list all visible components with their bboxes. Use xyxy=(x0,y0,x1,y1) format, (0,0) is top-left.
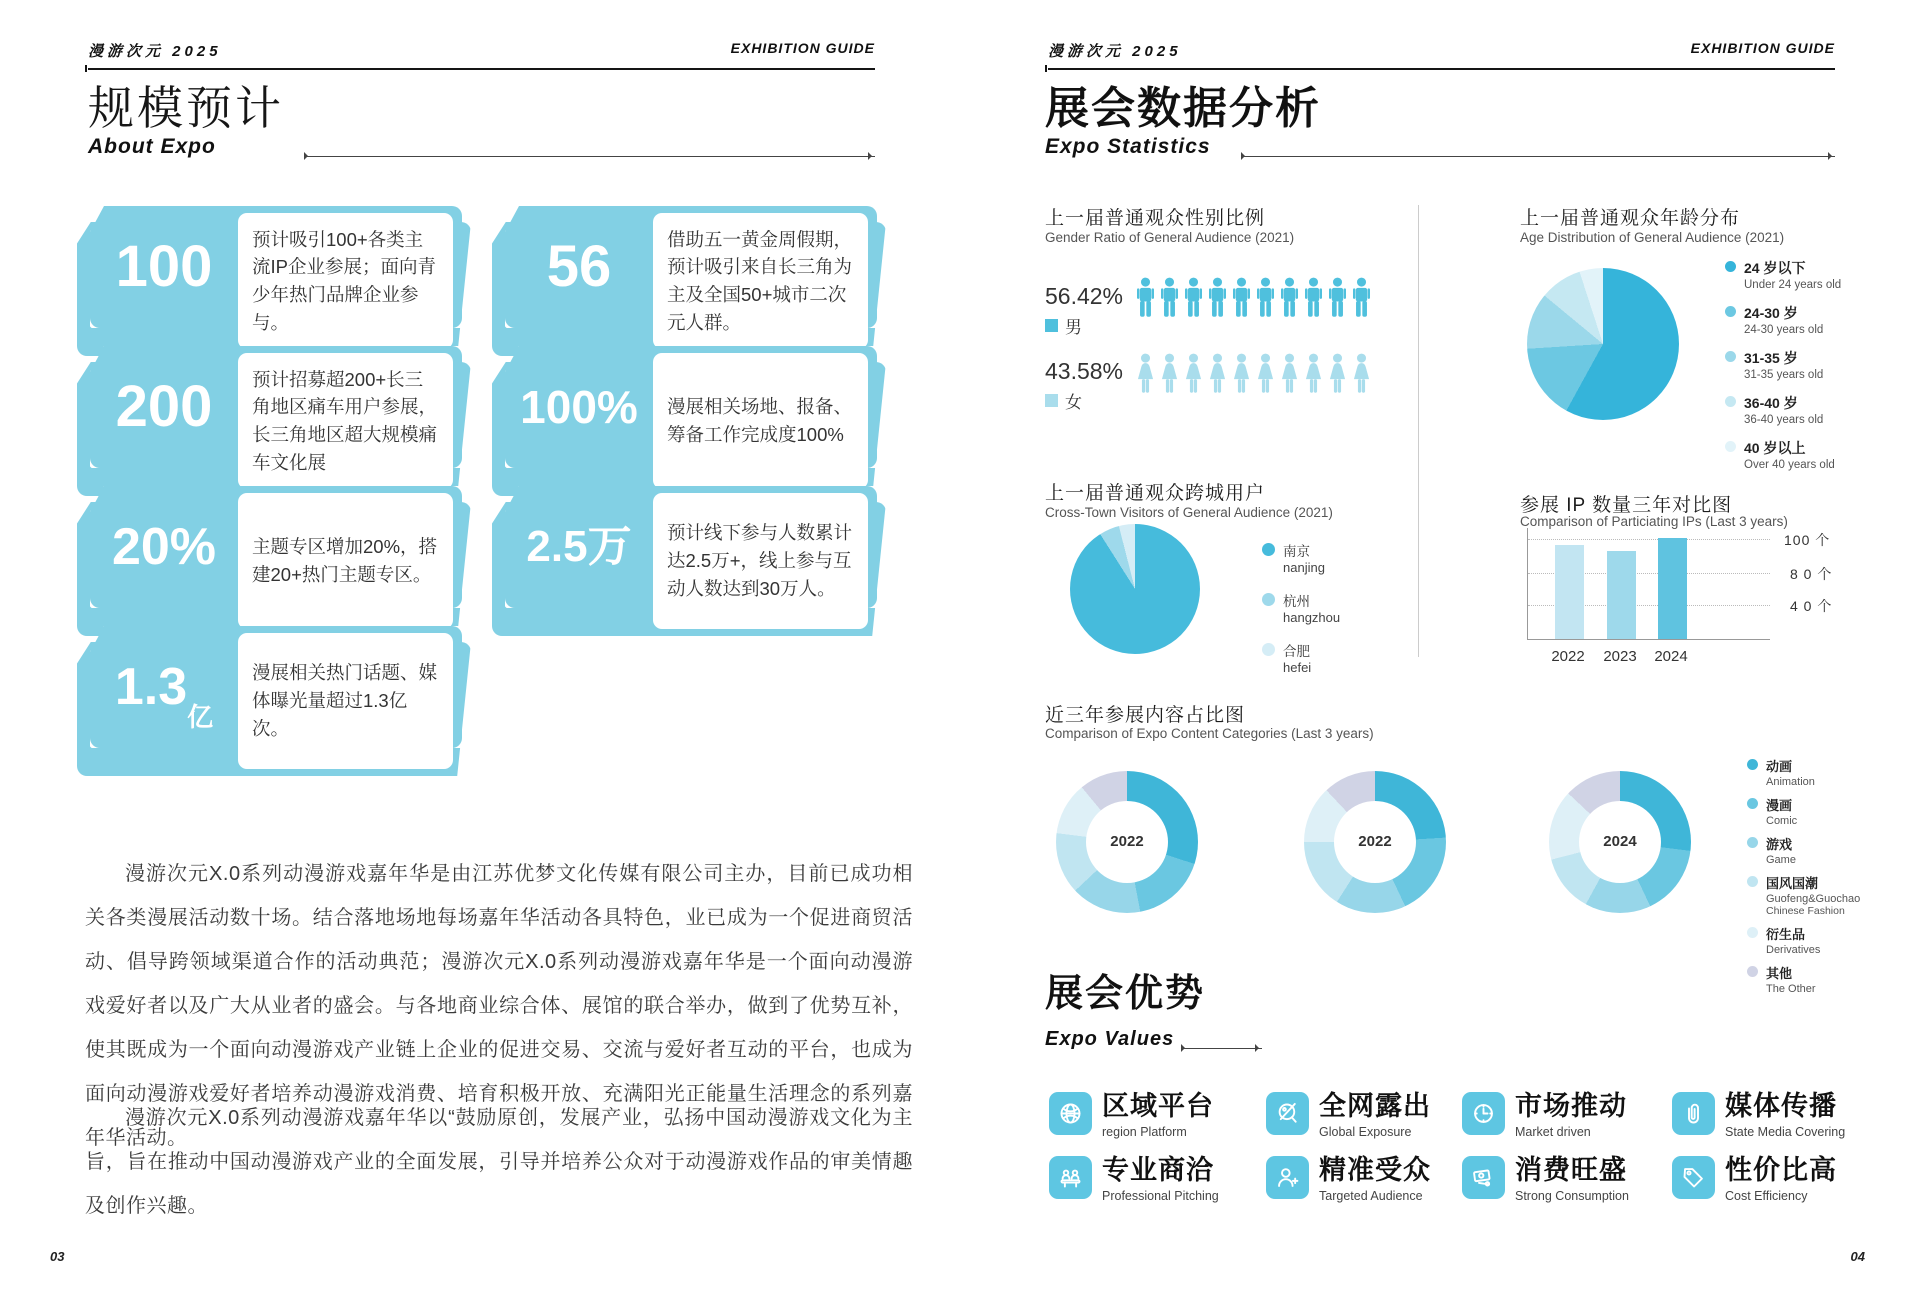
legend-item: 杭州 hangzhou xyxy=(1262,590,1340,625)
stat-number: 100 xyxy=(115,234,213,299)
column-divider xyxy=(1418,205,1419,657)
values-subtitle: Expo Values xyxy=(1045,1028,1175,1050)
brand-title: 漫游次元 2025 xyxy=(88,43,222,60)
stat-card xyxy=(90,206,462,356)
male-pictogram-icon xyxy=(1303,276,1324,326)
female-pictogram-icon xyxy=(1207,352,1228,402)
banknotes-icon xyxy=(1462,1156,1505,1199)
page-header xyxy=(88,40,875,70)
ip-bar-chart xyxy=(1527,528,1770,640)
male-pictogram-row xyxy=(1135,276,1372,326)
male-pictogram-icon xyxy=(1351,276,1372,326)
donut-year-label: 2022 xyxy=(1086,801,1168,883)
male-pictogram-icon xyxy=(1159,276,1180,326)
ytick-80: 8 0 个 xyxy=(1790,566,1833,582)
page-subtitle: About Expo xyxy=(88,135,216,158)
legend-item: 24-30 岁 24-30 years old xyxy=(1725,303,1841,336)
legend-item: 动画 Animation xyxy=(1747,756,1860,788)
user-plus-icon xyxy=(1266,1156,1309,1199)
stat-card xyxy=(90,346,462,496)
palette-icon xyxy=(1266,1092,1309,1135)
bar-2023 xyxy=(1607,551,1636,639)
value-item-strong-consumption: 消费旺盛 Strong Consumption xyxy=(1462,1156,1629,1203)
page-title: 规模预计 xyxy=(88,82,284,134)
page-header xyxy=(1048,40,1835,70)
bar-2022 xyxy=(1555,545,1584,639)
stat-desc: 预计线下参与人数累计达2.5万+，线上参与互动人数达到30万人。 xyxy=(653,493,868,629)
xtick-2023: 2023 xyxy=(1603,648,1637,665)
xtick-2024: 2024 xyxy=(1654,648,1688,665)
gender-title-cn: 上一届普通观众性别比例 xyxy=(1045,208,1266,229)
value-item-professional-pitching: 专业商洽 Professional Pitching xyxy=(1049,1156,1219,1203)
age-title-cn: 上一届普通观众年龄分布 xyxy=(1520,208,1741,229)
content-title-cn: 近三年参展内容占比图 xyxy=(1045,705,1246,726)
ip-title-en: Comparison of Particiating IPs (Last 3 years) xyxy=(1520,514,1788,529)
stat-card xyxy=(90,486,462,636)
donut-year-label: 2022 xyxy=(1334,801,1416,883)
mission-paragraph: 漫游次元X.0系列动漫游戏嘉年华以“鼓励原创，发展产业，弘扬中国动漫游戏文化为主旨，旨在推动中国动漫游戏产业的全面发展，引导并培养公众对于动漫游戏作品的审美情趣及创作兴趣。 xyxy=(85,1107,913,1217)
stat-number: 100% xyxy=(520,381,638,433)
legend-item: 其他 The Other xyxy=(1747,963,1860,995)
value-item-global-exposure: 全网露出 Global Exposure xyxy=(1266,1092,1431,1139)
xtick-2022: 2022 xyxy=(1551,648,1585,665)
female-pictogram-icon xyxy=(1327,352,1348,402)
guide-label: EXHIBITION GUIDE xyxy=(730,40,875,56)
age-pie-chart xyxy=(1527,268,1679,420)
male-pictogram-icon xyxy=(1231,276,1252,326)
legend-item: 游戏 Game xyxy=(1747,834,1860,866)
female-pictogram-icon xyxy=(1351,352,1372,402)
female-pictogram-icon xyxy=(1159,352,1180,402)
age-title-en: Age Distribution of General Audience (2021) xyxy=(1520,230,1785,245)
meeting-icon xyxy=(1049,1156,1092,1199)
content-title-en: Comparison of Expo Content Categories (Last 3 years) xyxy=(1045,726,1374,741)
legend-item: 31-35 岁 31-35 years old xyxy=(1725,348,1841,381)
stat-desc: 预计招募超200+长三角地区痛车用户参展，长三角地区超大规模痛车文化展 xyxy=(238,353,453,489)
legend-item: 24 岁以下 Under 24 years old xyxy=(1725,258,1841,291)
content-donut-2022a xyxy=(1056,771,1198,913)
globe-icon xyxy=(1049,1092,1092,1135)
content-donut-2022b xyxy=(1304,771,1446,913)
stat-card xyxy=(505,486,877,636)
clock-icon xyxy=(1462,1092,1505,1135)
value-item-media-covering: 媒体传播 State Media Covering xyxy=(1672,1092,1845,1139)
value-item-market-driven: 市场推动 Market driven xyxy=(1462,1092,1627,1139)
donut-year-label: 2024 xyxy=(1579,801,1661,883)
page-number-left: 03 xyxy=(50,1249,65,1264)
female-pictogram-icon xyxy=(1183,352,1204,402)
crosstown-legend xyxy=(1262,540,1340,690)
page-title: 展会数据分析 xyxy=(1045,84,1321,133)
bar-2024 xyxy=(1658,538,1687,639)
legend-item: 衍生品 Derivatives xyxy=(1747,924,1860,956)
legend-item: 40 岁以上 Over 40 years old xyxy=(1725,438,1841,471)
stat-desc: 主题专区增加20%，搭建20+热门主题专区。 xyxy=(238,493,453,629)
male-label: 男 xyxy=(1045,313,1082,338)
crosstown-title-en: Cross-Town Visitors of General Audience (2021) xyxy=(1045,505,1333,520)
page-number-right: 04 xyxy=(1850,1249,1865,1264)
stat-number: 20% xyxy=(111,518,217,576)
gridline-100 xyxy=(1528,539,1770,540)
value-item-region-platform: 区域平台 region Platform xyxy=(1049,1092,1214,1139)
stat-number: 56 xyxy=(546,234,612,299)
brand-title: 漫游次元 2025 xyxy=(1048,43,1182,60)
female-pictogram-icon xyxy=(1279,352,1300,402)
content-donut-2024 xyxy=(1549,771,1691,913)
crosstown-title-cn: 上一届普通观众跨城用户 xyxy=(1045,483,1266,504)
gender-title-en: Gender Ratio of General Audience (2021) xyxy=(1045,230,1295,245)
stat-card xyxy=(505,346,877,496)
page-right xyxy=(960,0,1920,1302)
intro-paragraph: 漫游次元X.0系列动漫游戏嘉年华是由江苏优梦文化传媒有限公司主办，目前已成功相关各类漫展活动数十场。结合落地场地每场嘉年华活动各具特色，业已成为一个促进商贸活动、倡导跨领域渠道合作的活动典范；漫游次元X.0系列动漫游戏嘉年华是一个面向动漫游戏爱好者以及广大从业者的盛会。与各地商业综合体、展馆的联合举办，做到了优势互补，使其既成为一个面向动漫游戏产业链上企业的促进交易、交流与爱好者互动的平台，也成为面向动漫游戏爱好者培养动漫游戏消费、培育积极开放、充满阳光正能量生活理念的系列嘉年华活动。 xyxy=(85,863,913,1149)
stat-number: 200 xyxy=(115,374,213,439)
female-pictogram-icon xyxy=(1255,352,1276,402)
stat-desc: 漫展相关场地、报备、筹备工作完成度100% xyxy=(653,353,868,489)
legend-item: 南京 nanjing xyxy=(1262,540,1340,575)
female-pictogram-icon xyxy=(1231,352,1252,402)
female-percentage: 43.58% xyxy=(1045,358,1124,384)
content-legend xyxy=(1747,756,1860,1002)
value-item-targeted-audience: 精准受众 Targeted Audience xyxy=(1266,1156,1431,1203)
age-legend xyxy=(1725,258,1841,483)
stat-desc: 借助五一黄金周假期，预计吸引来自长三角为主及全国50+城市二次元人群。 xyxy=(653,213,868,349)
value-item-cost-efficiency: 性价比高 Cost Efficiency xyxy=(1672,1156,1837,1203)
legend-item: 漫画 Comic xyxy=(1747,795,1860,827)
ip-title-cn: 参展 IP 数量三年对比图 xyxy=(1520,495,1733,516)
female-label: 女 xyxy=(1045,388,1082,413)
male-pictogram-icon xyxy=(1279,276,1300,326)
stat-number: 2.5万 xyxy=(526,522,632,571)
male-pictogram-icon xyxy=(1135,276,1156,326)
female-pictogram-icon xyxy=(1135,352,1156,402)
female-swatch xyxy=(1045,394,1058,407)
male-pictogram-icon xyxy=(1183,276,1204,326)
stat-card xyxy=(505,206,877,356)
ytick-40: 4 0 个 xyxy=(1790,598,1833,614)
values-title: 展会优势 xyxy=(1045,973,1206,1015)
male-pictogram-icon xyxy=(1327,276,1348,326)
male-pictogram-icon xyxy=(1255,276,1276,326)
stat-card xyxy=(90,626,462,776)
legend-item: 合肥 hefei xyxy=(1262,640,1340,675)
crosstown-pie-chart xyxy=(1070,524,1200,654)
female-pictogram-icon xyxy=(1303,352,1324,402)
paperclip-icon xyxy=(1672,1092,1715,1135)
ytick-100: 100 个 xyxy=(1784,532,1831,548)
page-subtitle: Expo Statistics xyxy=(1045,135,1211,158)
male-swatch xyxy=(1045,319,1058,332)
subtitle-rule xyxy=(1242,156,1835,157)
legend-item: 国风国潮 Guofeng&Guochao Chinese Fashion xyxy=(1747,873,1860,917)
price-tag-icon xyxy=(1672,1156,1715,1199)
female-pictogram-row xyxy=(1135,352,1372,402)
stat-number: 1.3 亿 xyxy=(114,658,214,732)
stat-desc: 漫展相关热门话题、媒体曝光量超过1.3亿次。 xyxy=(238,633,453,769)
guide-label: EXHIBITION GUIDE xyxy=(1690,40,1835,56)
legend-item: 36-40 岁 36-40 years old xyxy=(1725,393,1841,426)
male-pictogram-icon xyxy=(1207,276,1228,326)
subtitle-rule xyxy=(305,156,875,157)
values-rule xyxy=(1182,1048,1262,1049)
male-percentage: 56.42% xyxy=(1045,283,1124,309)
stat-desc: 预计吸引100+各类主流IP企业参展；面向青少年热门品牌企业参与。 xyxy=(238,213,453,349)
